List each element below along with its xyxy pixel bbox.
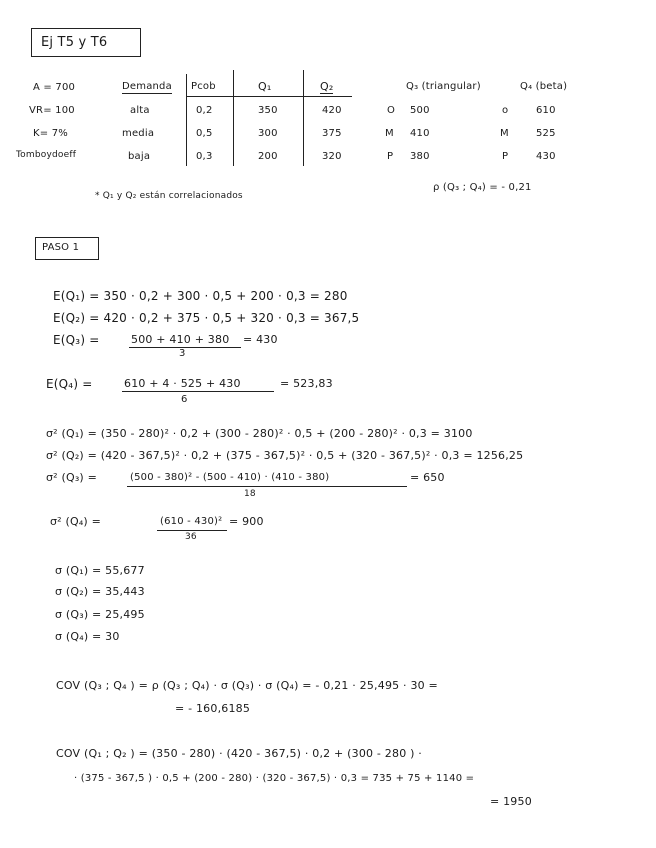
stdev-q1: σ (Q₁) = 55,677 — [55, 564, 145, 577]
cell-q4-value: 525 — [536, 128, 556, 139]
cell-demanda-baja: baja — [128, 151, 151, 162]
variance-q4-numerator: (610 - 430)² — [160, 516, 223, 527]
variance-q4-denominator: 36 — [185, 532, 197, 542]
header-q4: Q₄ (beta) — [520, 81, 568, 92]
cov-q1-q2-line1: COV (Q₁ ; Q₂ ) = (350 - 280) · (420 - 367,5) · 0,2 + (300 - 280 ) · — [56, 747, 422, 760]
expectation-q3-lhs: E(Q₃) = — [53, 333, 100, 347]
fraction-line — [122, 391, 274, 392]
variance-q2: σ² (Q₂) = (420 - 367,5)² · 0,2 + (375 - 367,5)² · 0,5 + (320 - 367,5)² · 0,3 = 1256,25 — [46, 449, 524, 462]
note-correlation: * Q₁ y Q₂ están correlacionados — [95, 191, 243, 201]
cell-q3-label: P — [387, 151, 394, 162]
cell-prob: 0,2 — [196, 105, 213, 116]
expectation-q4-result: = 523,83 — [280, 377, 333, 390]
cell-q2: 375 — [322, 128, 342, 139]
cell-q4-label: P — [502, 151, 509, 162]
cell-q3-value: 500 — [410, 105, 430, 116]
variance-q3-numerator: (500 - 380)² - (500 - 410) · (410 - 380) — [130, 472, 330, 483]
cell-q1: 350 — [258, 105, 278, 116]
expectation-q3-denominator: 3 — [179, 348, 186, 359]
cov-q3-q4-line2: = - 160,6185 — [175, 702, 251, 715]
cell-q3-value: 380 — [410, 151, 430, 162]
header-demanda: Demanda — [122, 81, 172, 92]
expectation-q4-denominator: 6 — [181, 394, 188, 405]
variance-q3-denominator: 18 — [244, 489, 256, 499]
cell-demanda-media: media — [122, 128, 155, 139]
cell-prob: 0,3 — [196, 151, 213, 162]
header-q3: Q₃ (triangular) — [406, 81, 481, 92]
stdev-q2: σ (Q₂) = 35,443 — [55, 585, 145, 598]
cov-q3-q4-line1: COV (Q₃ ; Q₄ ) = ρ (Q₃ ; Q₄) · σ (Q₃) · σ (Q₄) = - 0,21 · 25,495 · 30 = — [56, 679, 438, 692]
expectation-q3-numerator: 500 + 410 + 380 — [131, 333, 230, 346]
expectation-q4-lhs: E(Q₄) = — [46, 377, 93, 391]
variance-q4-lhs: σ² (Q₄) = — [50, 515, 102, 528]
cell-q4-label: o — [502, 105, 509, 116]
cell-q3-label: O — [387, 105, 396, 116]
table-divider-2 — [233, 70, 234, 166]
stdev-q3: σ (Q₃) = 25,495 — [55, 608, 145, 621]
param-a: A = 700 — [33, 82, 76, 93]
header-q2: Q₂ — [320, 80, 334, 93]
cell-q2: 420 — [322, 105, 342, 116]
expectation-q3-result: = 430 — [243, 333, 278, 346]
variance-q1: σ² (Q₁) = (350 - 280)² · 0,2 + (300 - 280)² · 0,5 + (200 - 280)² · 0,3 = 3100 — [46, 427, 473, 440]
cell-q3-label: M — [385, 128, 394, 139]
cov-q1-q2-line2: · (375 - 367,5 ) · 0,5 + (200 - 280) · (320 - 367,5) · 0,3 = 735 + 75 + 1140 = — [74, 773, 475, 784]
cell-q4-value: 430 — [536, 151, 556, 162]
page-title: Ej T5 y T6 — [41, 35, 108, 50]
fraction-line — [127, 486, 407, 487]
param-k: K= 7% — [33, 128, 68, 139]
cell-q2: 320 — [322, 151, 342, 162]
paso-title: PASO 1 — [42, 242, 80, 253]
cell-q1: 300 — [258, 128, 278, 139]
header-prob: Pcob — [191, 81, 216, 92]
variance-q3-lhs: σ² (Q₃) = — [46, 471, 98, 484]
variance-q4-result: = 900 — [229, 515, 264, 528]
expectation-q4-numerator: 610 + 4 · 525 + 430 — [124, 377, 241, 390]
cell-q4-value: 610 — [536, 105, 556, 116]
variance-q3-result: = 650 — [410, 471, 445, 484]
cell-q4-label: M — [500, 128, 509, 139]
cell-q3-value: 410 — [410, 128, 430, 139]
expectation-q2: E(Q₂) = 420 · 0,2 + 375 · 0,5 + 320 · 0,3 = 367,5 — [53, 311, 360, 325]
fraction-line — [157, 530, 227, 531]
cell-prob: 0,5 — [196, 128, 213, 139]
param-vr: VR= 100 — [29, 105, 75, 116]
header-q1: Q₁ — [258, 80, 272, 93]
expectation-q1: E(Q₁) = 350 · 0,2 + 300 · 0,5 + 200 · 0,3 = 280 — [53, 289, 348, 303]
param-tomboy: Tomboydoeff — [16, 150, 77, 160]
cov-q1-q2-line3: = 1950 — [490, 795, 532, 808]
note-rho: ρ (Q₃ ; Q₄) = - 0,21 — [433, 182, 532, 193]
cell-q1: 200 — [258, 151, 278, 162]
stdev-q4: σ (Q₄) = 30 — [55, 630, 120, 643]
table-header-line — [187, 96, 352, 97]
cell-demanda-alta: alta — [130, 105, 150, 116]
table-divider-1 — [186, 74, 187, 166]
table-divider-3 — [303, 70, 304, 166]
